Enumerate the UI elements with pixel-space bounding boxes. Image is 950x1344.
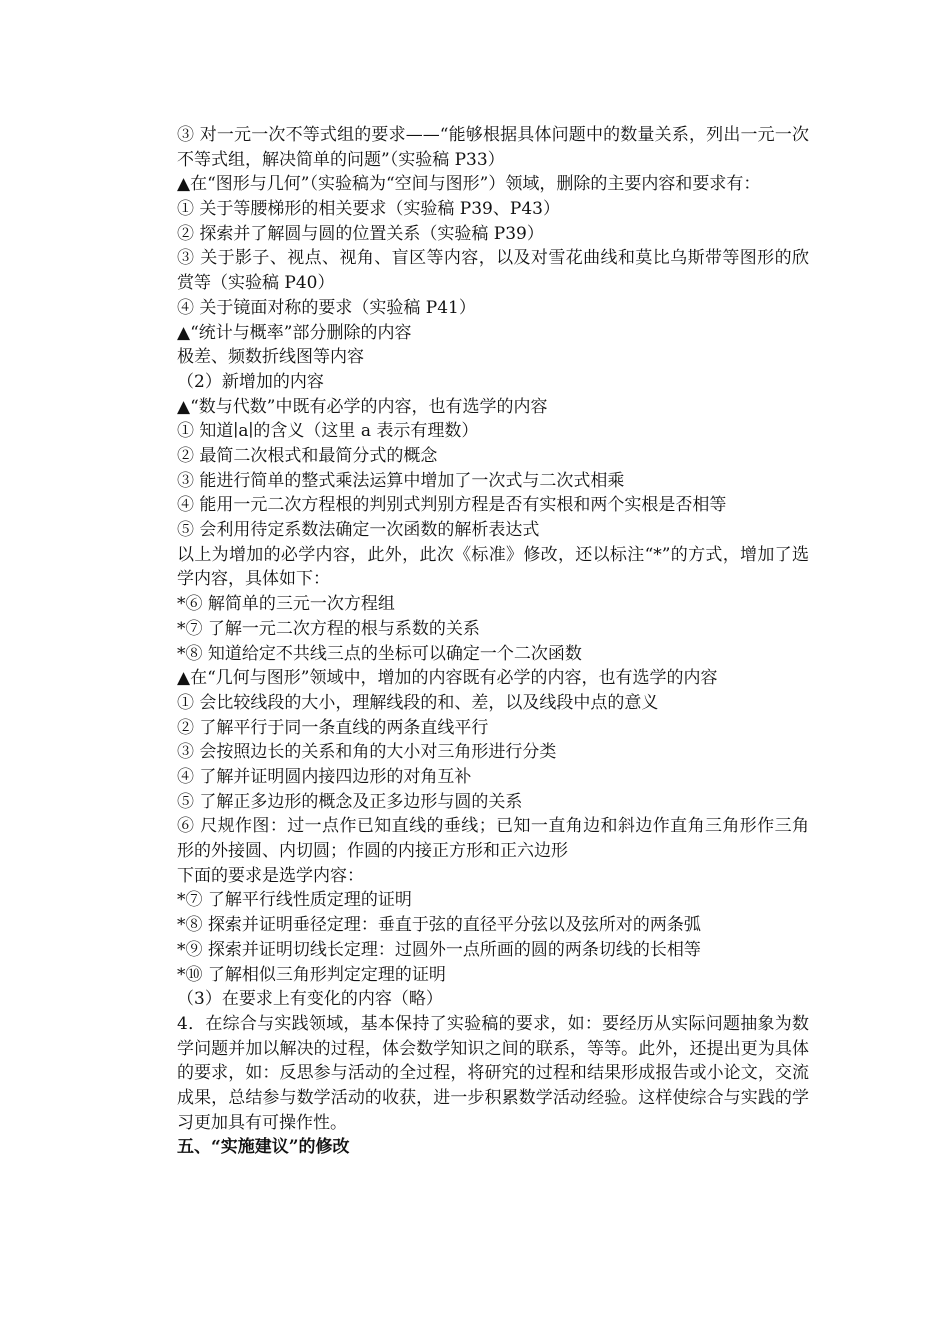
section-statistics-deleted-heading: ▲“统计与概率”部分删除的内容 [177,322,412,343]
list-item: ② 最简二次根式和最简分式的概念 [177,446,438,467]
subsection-new-content-heading: （2）新增加的内容 [177,371,324,392]
list-item: ④ 关于镜面对称的要求（实验稿 P41） [177,297,476,318]
list-item: *⑦ 了解一元二次方程的根与系数的关系 [177,618,480,639]
paragraph-optional-intro: 以上为增加的必学内容，此外，此次《标准》修改，还以标注“*”的方式，增加了选学内容，具体如下： [177,544,809,590]
list-item: ② 了解平行于同一条直线的两条直线平行 [177,717,489,738]
list-item: *⑥ 解简单的三元一次方程组 [177,594,395,615]
document-page [143,123,809,1160]
list-item: *⑧ 知道给定不共线三点的坐标可以确定一个二次函数 [177,643,582,664]
list-item: ② 探索并了解圆与圆的位置关系（实验稿 P39） [177,223,544,244]
list-item: ④ 能用一元二次方程根的判别式判别方程是否有实根和两个实根是否相等 [177,495,727,516]
list-item: ① 关于等腰梯形的相关要求（实验稿 P39、P43） [177,199,560,220]
section-algebra-added-heading: ▲“数与代数”中既有必学的内容，也有选学的内容 [177,396,548,417]
paragraph-optional-geometry-intro: 下面的要求是选学内容： [177,865,364,886]
list-item: ① 知道∣a∣的含义（这里 a 表示有理数） [177,421,479,442]
paragraph-statistics-deleted: 极差、频数折线图等内容 [177,347,364,368]
list-item: *⑩ 了解相似三角形判定定理的证明 [177,964,446,985]
list-item: ⑤ 了解正多边形的概念及正多边形与圆的关系 [177,791,523,812]
subsection-changed-content-heading: （3）在要求上有变化的内容（略） [177,989,443,1010]
list-item: ③ 能进行简单的整式乘法运算中增加了一次式与二次式相乘 [177,470,625,491]
list-item: *⑨ 探索并证明切线长定理：过圆外一点所画的圆的两条切线的长相等 [177,939,701,960]
paragraph-item-3-requirement: ③ 对一元一次不等式组的要求——“能够根据具体问题中的数量关系，列出一元一次不等式组，解决简单的问题”（实验稿 P33） [177,125,809,170]
section-geometry-added-heading: ▲在“几何与图形”领域中，增加的内容既有必学的内容，也有选学的内容 [177,668,718,689]
list-item: ⑤ 会利用待定系数法确定一次函数的解析表达式 [177,520,540,541]
list-item: ⑥ 尺规作图：过一点作已知直线的垂线；已知一直角边和斜边作直角三角形作三角形的外接圆、内切圆；作圆的内接正方形和正六边形 [177,816,809,862]
list-item: ① 会比较线段的大小，理解线段的和、差，以及线段中点的意义 [177,692,659,713]
list-item: *⑦ 了解平行线性质定理的证明 [177,890,412,911]
section-heading-implementation: 五、“实施建议”的修改 [177,1137,350,1158]
list-item: ③ 关于影子、视点、视角、盲区等内容，以及对雪花曲线和莫比乌斯带等图形的欣赏等（实验稿 P40） [177,248,809,294]
list-item: ③ 会按照边长的关系和角的大小对三角形进行分类 [177,742,557,763]
paragraph-geometry-deleted-heading: ▲在“图形与几何”（实验稿为“空间与图形”）领域，删除的主要内容和要求有： [177,174,761,195]
list-item: ④ 了解并证明圆内接四边形的对角互补 [177,766,472,787]
paragraph-practice-field: 4．在综合与实践领域，基本保持了实验稿的要求，如：要经历从实际问题抽象为数学问题并加以解决的过程，体会数学知识之间的联系，等等。此外，还提出更为具体的要求，如：反思参与活动的全过程，将研究的过程和结果形成报告或小论文，交流成果，总结参与数学活动的收获，进一步积累数学活动经验。这样使综合与实践的学习更加具有可操作性。 [177,1013,809,1133]
list-item: *⑧ 探索并证明垂径定理：垂直于弦的直径平分弦以及弦所对的两条弧 [177,915,701,936]
